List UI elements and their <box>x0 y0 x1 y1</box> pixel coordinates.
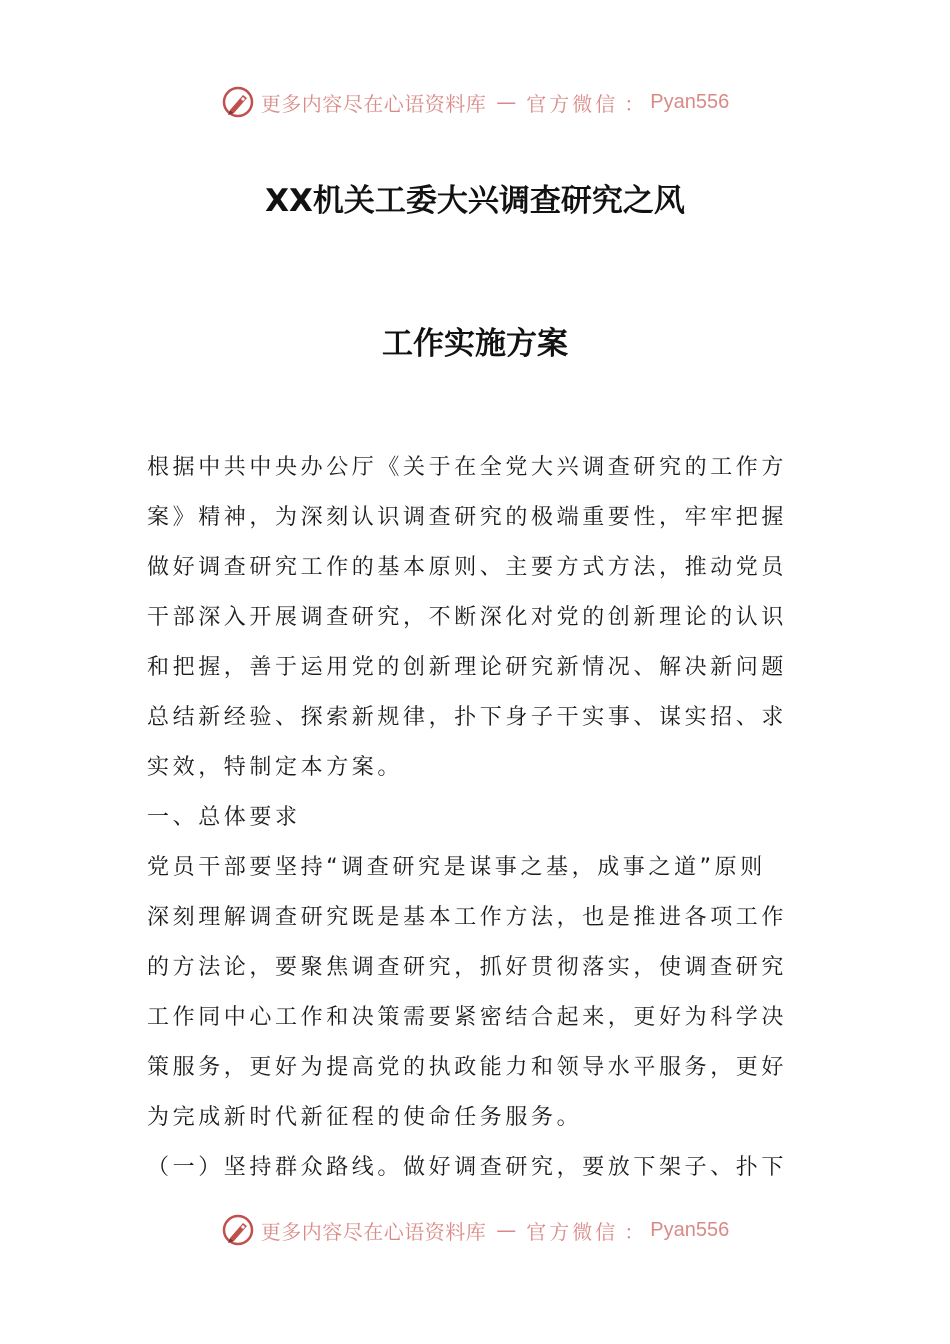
body-line: 为完成新时代新征程的使命任务服务。 <box>147 1105 583 1130</box>
body-line: 策服务，更好为提高党的执政能力和领导水平服务，更好 <box>147 1055 788 1080</box>
document-title-line-1: XX机关工委大兴调查研究之风 <box>265 183 685 219</box>
banner-colon: ： <box>624 91 645 116</box>
body-line: 工作同中心工作和决策需要紧密结合起来，更好为科学决 <box>147 1005 788 1030</box>
pen-nib-circle-icon <box>221 1213 255 1247</box>
document-title-line-2: 工作实施方案 <box>382 326 568 362</box>
banner-wechat-label: 官方微信 <box>526 1219 619 1244</box>
section-heading: 一、总体要求 <box>147 805 301 830</box>
body-line: 党员干部要坚持“调查研究是谋事之基，成事之道”原则 <box>147 855 766 880</box>
subsection-line: （一）坚持群众路线。做好调查研究，要放下架子、扑下 <box>147 1155 788 1180</box>
banner-separator: — <box>496 1218 517 1242</box>
document-body <box>147 448 807 1198</box>
body-line: 做好调查研究工作的基本原则、主要方式方法，推动党员 <box>147 555 788 580</box>
header-watermark-banner <box>0 82 950 122</box>
body-line: 深刻理解调查研究既是基本工作方法，也是推进各项工作 <box>147 905 788 930</box>
footer-watermark-banner <box>0 1210 950 1250</box>
banner-text: 更多内容尽在心语资料库 <box>260 1219 487 1244</box>
banner-wechat-id: Pyan556 <box>650 90 730 113</box>
body-line: 实效，特制定本方案。 <box>147 755 404 780</box>
body-line: 干部深入开展调查研究，不断深化对党的创新理论的认识 <box>147 605 788 630</box>
body-line: 总结新经验、探索新规律，扑下身子干实事、谋实招、求 <box>147 705 788 730</box>
body-line: 的方法论，要聚焦调查研究，抓好贯彻落实，使调查研究 <box>147 955 788 980</box>
banner-wechat-id: Pyan556 <box>650 1218 730 1241</box>
body-line: 案》精神，为深刻认识调查研究的极端重要性，牢牢把握 <box>147 505 788 530</box>
banner-wechat-label: 官方微信 <box>526 91 619 116</box>
banner-text: 更多内容尽在心语资料库 <box>260 91 487 116</box>
banner-separator: — <box>496 90 517 114</box>
body-line: 根据中共中央办公厅《关于在全党大兴调查研究的工作方 <box>147 455 788 480</box>
pen-nib-circle-icon <box>221 85 255 119</box>
banner-colon: ： <box>624 1219 645 1244</box>
body-line: 和把握，善于运用党的创新理论研究新情况、解决新问题 <box>147 655 788 680</box>
